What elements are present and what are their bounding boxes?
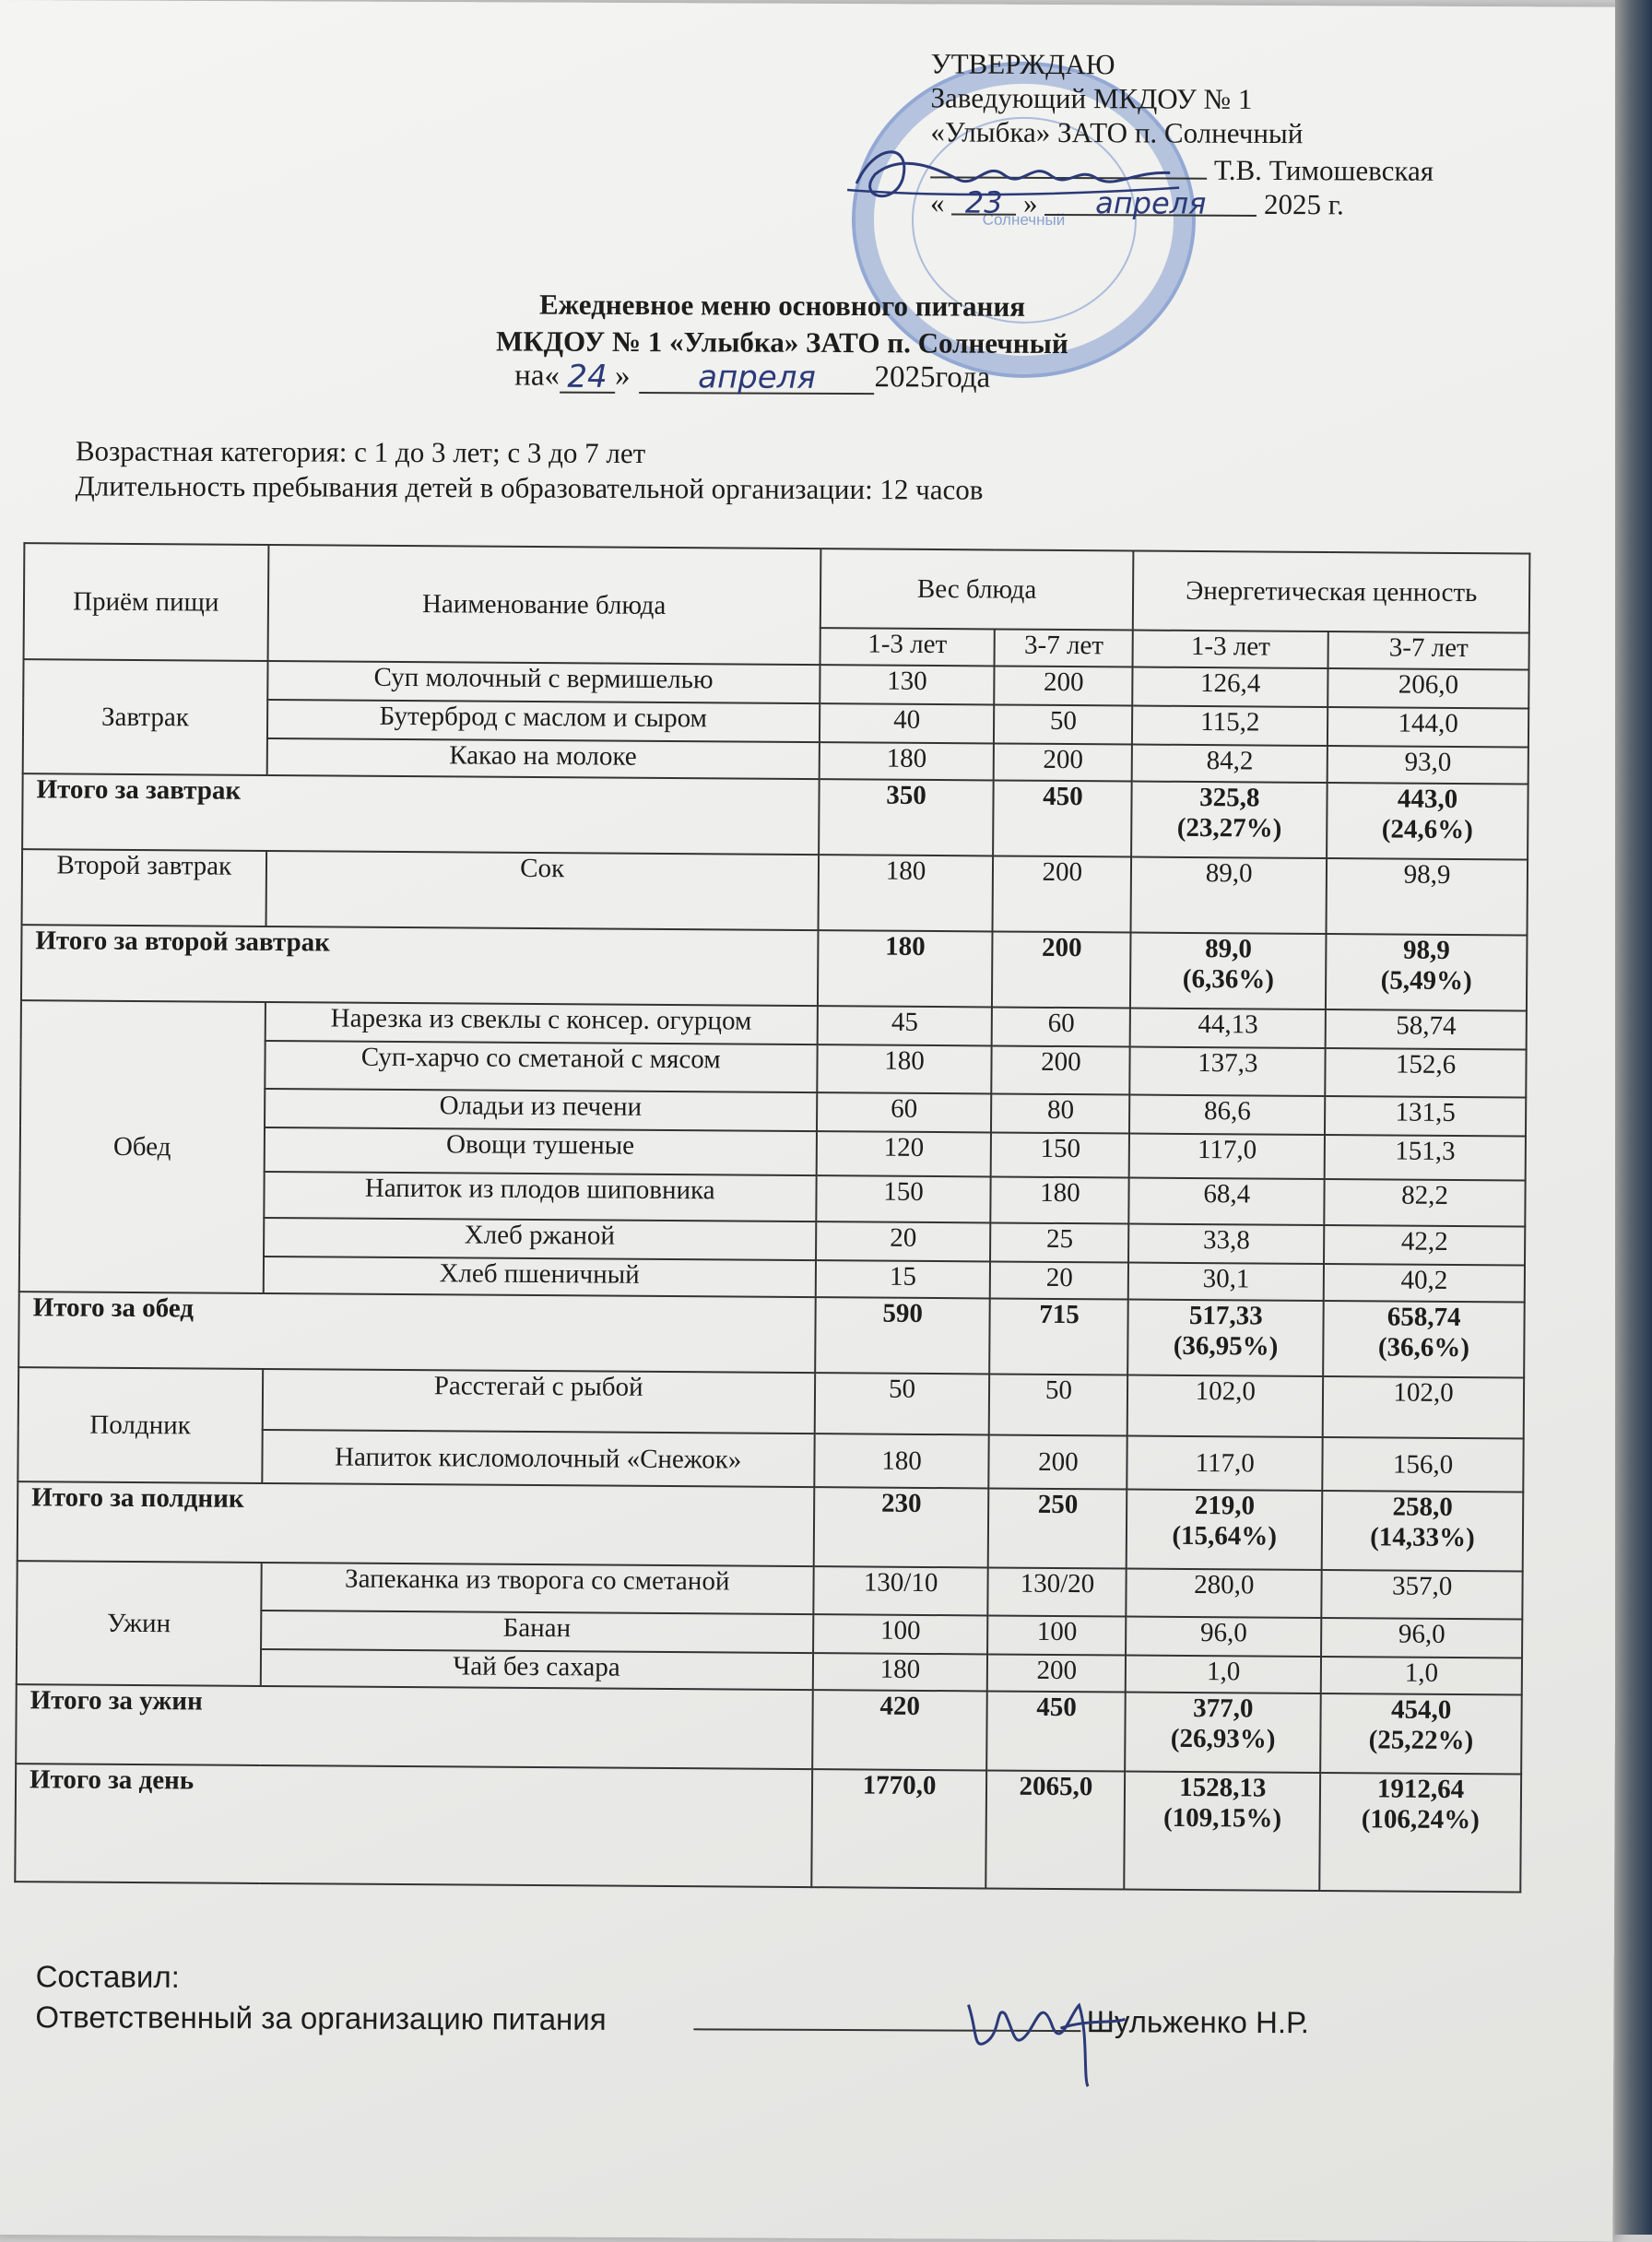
total-energy-value: 258,0	[1392, 1492, 1453, 1522]
energy-cell: 115,2	[1132, 706, 1328, 746]
total-energy-value: 377,0	[1193, 1693, 1254, 1724]
energy-cell: 151,3	[1325, 1135, 1526, 1181]
dish-cell: Оладьи из печени	[265, 1089, 817, 1131]
weight-cell: 180	[819, 742, 994, 780]
header-meal: Приём пищи	[24, 543, 269, 661]
footer-role: Ответственный за организацию питания	[35, 2000, 607, 2036]
energy-cell: 117,0	[1129, 1134, 1325, 1179]
total-energy	[1320, 1693, 1521, 1775]
total-energy	[1319, 1773, 1521, 1893]
total-energy	[1125, 1692, 1320, 1772]
weight-cell: 130/20	[988, 1567, 1127, 1616]
menu-date-month-slot	[639, 359, 874, 395]
total-weight: 2065,0	[986, 1770, 1126, 1889]
dish-cell: Бутерброд с маслом и сыром	[267, 700, 820, 742]
approval-heading: УТВЕРЖДАЮ	[930, 47, 1115, 81]
energy-cell: 86,6	[1129, 1095, 1325, 1135]
energy-cell: 144,0	[1328, 707, 1528, 748]
weight-cell: 180	[817, 1044, 992, 1093]
meal-cell-breakfast: Завтрак	[23, 659, 268, 775]
total-row-breakfast	[22, 773, 1528, 859]
total-energy-value: 89,0	[1205, 934, 1253, 964]
energy-cell: 126,4	[1133, 667, 1328, 707]
total-energy-percent: (36,6%)	[1377, 1332, 1470, 1363]
header-row	[24, 543, 1530, 632]
energy-cell: 152,6	[1325, 1048, 1526, 1098]
energy-cell: 117,0	[1127, 1436, 1323, 1491]
total-weight: 450	[994, 780, 1132, 856]
approval-position: Заведующий МКДОУ № 1	[930, 81, 1253, 115]
energy-cell: 131,5	[1325, 1096, 1526, 1137]
total-energy-percent: (15,64%)	[1172, 1520, 1278, 1552]
total-energy-percent: (106,24%)	[1361, 1804, 1481, 1835]
total-label: Итого за полдник	[18, 1481, 814, 1566]
total-weight: 590	[815, 1297, 990, 1374]
document-title	[275, 285, 1289, 363]
weight-cell: 180	[991, 1176, 1129, 1223]
total-energy-percent: (14,33%)	[1370, 1522, 1475, 1553]
total-energy-value: 517,33	[1188, 1300, 1263, 1331]
table-row	[18, 1367, 1524, 1438]
footer-compiled-label: Составил:	[35, 1959, 180, 1994]
total-energy-percent: (6,36%)	[1182, 963, 1275, 995]
energy-cell: 102,0	[1127, 1375, 1323, 1437]
energy-cell: 96,0	[1126, 1616, 1321, 1656]
total-label: Итого за второй завтрак	[21, 925, 818, 1006]
energy-cell: 58,74	[1326, 1009, 1527, 1050]
total-energy-value: 98,9	[1402, 935, 1450, 965]
weight-cell: 20	[816, 1221, 991, 1261]
energy-cell: 102,0	[1323, 1376, 1524, 1439]
total-weight: 230	[813, 1487, 988, 1567]
total-label: Итого за обед	[18, 1292, 815, 1373]
total-label: Итого за завтрак	[22, 773, 819, 855]
menu-date-suffix: 2025года	[874, 360, 991, 395]
dish-cell: Запеканка из творога со сметаной	[261, 1563, 813, 1614]
approval-organization: «Улыбка» ЗАТО п. Солнечный	[930, 115, 1304, 150]
info-block	[76, 433, 984, 507]
weight-cell: 50	[814, 1373, 989, 1434]
total-weight: 250	[988, 1488, 1127, 1568]
header-energy-age-3-7: 3-7 лет	[1328, 631, 1529, 670]
menu-date-prefix: на«	[514, 359, 560, 393]
energy-cell: 357,0	[1321, 1570, 1522, 1620]
energy-cell: 82,2	[1324, 1179, 1525, 1227]
meal-cell-dinner: Ужин	[17, 1561, 262, 1686]
energy-cell: 137,3	[1130, 1047, 1326, 1096]
title-line-2: МКДОУ № 1 «Улыбка» ЗАТО п. Солнечный	[495, 324, 1068, 360]
total-energy-value: 443,0	[1397, 784, 1458, 814]
total-energy-value: 658,74	[1386, 1302, 1461, 1333]
menu-date-day-slot	[560, 359, 615, 394]
weight-cell: 200	[989, 1434, 1127, 1489]
dish-cell: Расстегай с рыбой	[262, 1369, 814, 1434]
weight-cell: 180	[818, 855, 993, 931]
weight-cell: 180	[814, 1434, 989, 1488]
total-energy-percent: (36,95%)	[1173, 1330, 1279, 1362]
stay-duration: Длительность пребывания детей в образовательной организации: 12 часов	[75, 469, 984, 506]
weight-cell: 50	[994, 704, 1132, 744]
energy-cell: 44,13	[1130, 1009, 1326, 1048]
total-energy	[1130, 933, 1326, 1009]
meal-cell-snack: Полдник	[18, 1367, 263, 1483]
total-energy-value: 1528,13	[1179, 1772, 1267, 1803]
weight-cell: 100	[813, 1614, 988, 1654]
total-energy-percent: (23,27%)	[1176, 812, 1282, 844]
footer-name: Шульженко Н.Р.	[1086, 2004, 1310, 2040]
energy-cell: 68,4	[1129, 1178, 1325, 1225]
energy-cell: 89,0	[1131, 857, 1327, 934]
total-energy	[1322, 1491, 1523, 1572]
energy-cell: 1,0	[1321, 1657, 1522, 1695]
dish-cell: Чай без сахара	[260, 1649, 812, 1690]
total-row-dinner	[16, 1684, 1522, 1774]
weight-cell: 130	[820, 665, 995, 704]
date-open-quote: «	[929, 186, 945, 219]
approval-date-day: 23	[964, 184, 1003, 220]
weight-cell: 60	[817, 1092, 992, 1132]
dish-cell: Банан	[261, 1611, 813, 1653]
menu-date-line	[514, 358, 990, 395]
dish-cell: Суп молочный с вермишелью	[267, 661, 820, 703]
dish-cell: Нарезка из свеклы с консер. огурцом	[265, 1002, 817, 1044]
total-energy-value: 454,0	[1390, 1694, 1452, 1725]
total-energy	[1323, 1301, 1524, 1378]
total-weight: 450	[987, 1691, 1126, 1771]
table-row	[17, 1561, 1522, 1619]
meal-cell-second-breakfast: Второй завтрак	[22, 849, 266, 926]
total-energy	[1327, 783, 1528, 860]
total-weight: 200	[992, 931, 1130, 1008]
energy-cell: 30,1	[1128, 1263, 1324, 1301]
menu-date-close: »	[614, 359, 631, 393]
energy-cell: 280,0	[1127, 1568, 1322, 1617]
energy-cell: 156,0	[1322, 1437, 1523, 1493]
total-energy	[1326, 934, 1527, 1011]
total-energy	[1125, 1771, 1321, 1890]
total-weight: 180	[818, 930, 993, 1007]
weight-cell: 130/10	[813, 1566, 988, 1615]
weight-cell: 200	[995, 666, 1133, 705]
total-energy-percent: (109,15%)	[1162, 1802, 1282, 1834]
total-row-day	[15, 1764, 1521, 1892]
energy-cell: 96,0	[1321, 1618, 1522, 1658]
weight-cell: 180	[812, 1653, 987, 1691]
total-energy-percent: (5,49%)	[1380, 965, 1472, 997]
weight-cell: 60	[992, 1007, 1130, 1046]
header-weight: Вес блюда	[820, 549, 1134, 630]
approval-head-name: Т.В. Тимошевская	[1213, 153, 1434, 187]
energy-cell: 98,9	[1327, 858, 1528, 936]
weight-cell: 40	[820, 703, 995, 743]
date-close-quote: »	[1022, 186, 1038, 219]
weight-cell: 100	[988, 1615, 1127, 1655]
total-weight: 1770,0	[811, 1769, 987, 1888]
header-energy: Энергетическая ценность	[1133, 551, 1529, 633]
header-weight-age-3-7: 3-7 лет	[995, 629, 1133, 667]
header-dish: Наименование блюда	[267, 545, 820, 665]
total-label: Итого за день	[15, 1764, 812, 1887]
menu-date-month: апреля	[698, 359, 816, 396]
weight-cell: 80	[991, 1093, 1129, 1133]
age-category: Возрастная категория: с 1 до 3 лет; с 3 до 7 лет	[75, 434, 646, 470]
total-energy	[1127, 1489, 1322, 1569]
total-energy-percent: (25,22%)	[1368, 1725, 1474, 1756]
dish-cell: Какао на молоке	[266, 738, 819, 779]
total-energy-percent: (24,6%)	[1381, 814, 1474, 845]
dish-cell: Напиток кисломолочный «Снежок»	[262, 1430, 814, 1487]
weight-cell: 50	[989, 1374, 1127, 1435]
weight-cell: 200	[987, 1654, 1126, 1692]
total-energy	[1127, 1300, 1323, 1376]
weight-cell: 200	[992, 1045, 1130, 1094]
dish-cell: Сок	[266, 851, 819, 930]
weight-cell: 200	[994, 743, 1132, 781]
header-weight-age-1-3: 1-3 лет	[820, 628, 995, 666]
weight-cell: 15	[815, 1260, 990, 1298]
total-weight: 350	[819, 779, 994, 856]
table-row	[22, 849, 1528, 935]
total-energy-percent: (26,93%)	[1170, 1723, 1276, 1754]
weight-cell: 200	[993, 856, 1131, 932]
total-label: Итого за ужин	[16, 1684, 812, 1769]
dish-cell: Хлеб пшеничный	[263, 1257, 815, 1297]
weight-cell: 45	[817, 1006, 992, 1045]
total-energy-value: 1912,64	[1376, 1774, 1465, 1805]
meal-cell-lunch: Обед	[19, 1000, 266, 1293]
energy-cell: 206,0	[1328, 668, 1528, 709]
head-signature	[838, 133, 1188, 218]
total-row-second-breakfast	[21, 925, 1528, 1010]
energy-cell: 42,2	[1324, 1225, 1525, 1266]
total-weight: 420	[812, 1690, 987, 1770]
weight-cell: 150	[816, 1175, 991, 1222]
energy-cell: 40,2	[1324, 1264, 1525, 1303]
energy-cell: 84,2	[1132, 745, 1328, 783]
header-energy-age-1-3: 1-3 лет	[1133, 631, 1328, 668]
background-edge	[1615, 0, 1652, 2235]
energy-cell: 1,0	[1126, 1655, 1321, 1693]
weight-cell: 25	[990, 1222, 1128, 1262]
total-row-snack	[18, 1481, 1524, 1571]
dish-cell: Напиток из плодов шиповника	[264, 1172, 816, 1221]
approval-date-year: 2025 г.	[1263, 187, 1344, 221]
menu-table	[14, 542, 1530, 1893]
compiler-signature	[950, 1977, 1135, 2089]
total-energy-value: 219,0	[1194, 1491, 1256, 1521]
weight-cell: 20	[990, 1261, 1128, 1299]
stamp-text: Солнечный	[982, 210, 1066, 229]
dish-cell: Хлеб ржаной	[264, 1218, 816, 1260]
total-weight: 715	[990, 1298, 1128, 1375]
menu-date-day: 24	[567, 358, 608, 395]
weight-cell: 150	[991, 1132, 1129, 1177]
weight-cell: 120	[816, 1131, 991, 1176]
total-energy-value: 325,8	[1199, 783, 1260, 813]
approval-date-month: апреля	[1095, 185, 1207, 221]
title-line-1: Ежедневное меню основного питания	[538, 288, 1026, 323]
dish-cell: Суп-харчо со сметаной с мясом	[265, 1041, 817, 1092]
energy-cell: 93,0	[1328, 746, 1528, 785]
energy-cell: 33,8	[1128, 1224, 1324, 1264]
dish-cell: Овощи тушеные	[264, 1127, 816, 1175]
total-row-lunch	[18, 1292, 1525, 1377]
total-energy	[1131, 782, 1327, 858]
